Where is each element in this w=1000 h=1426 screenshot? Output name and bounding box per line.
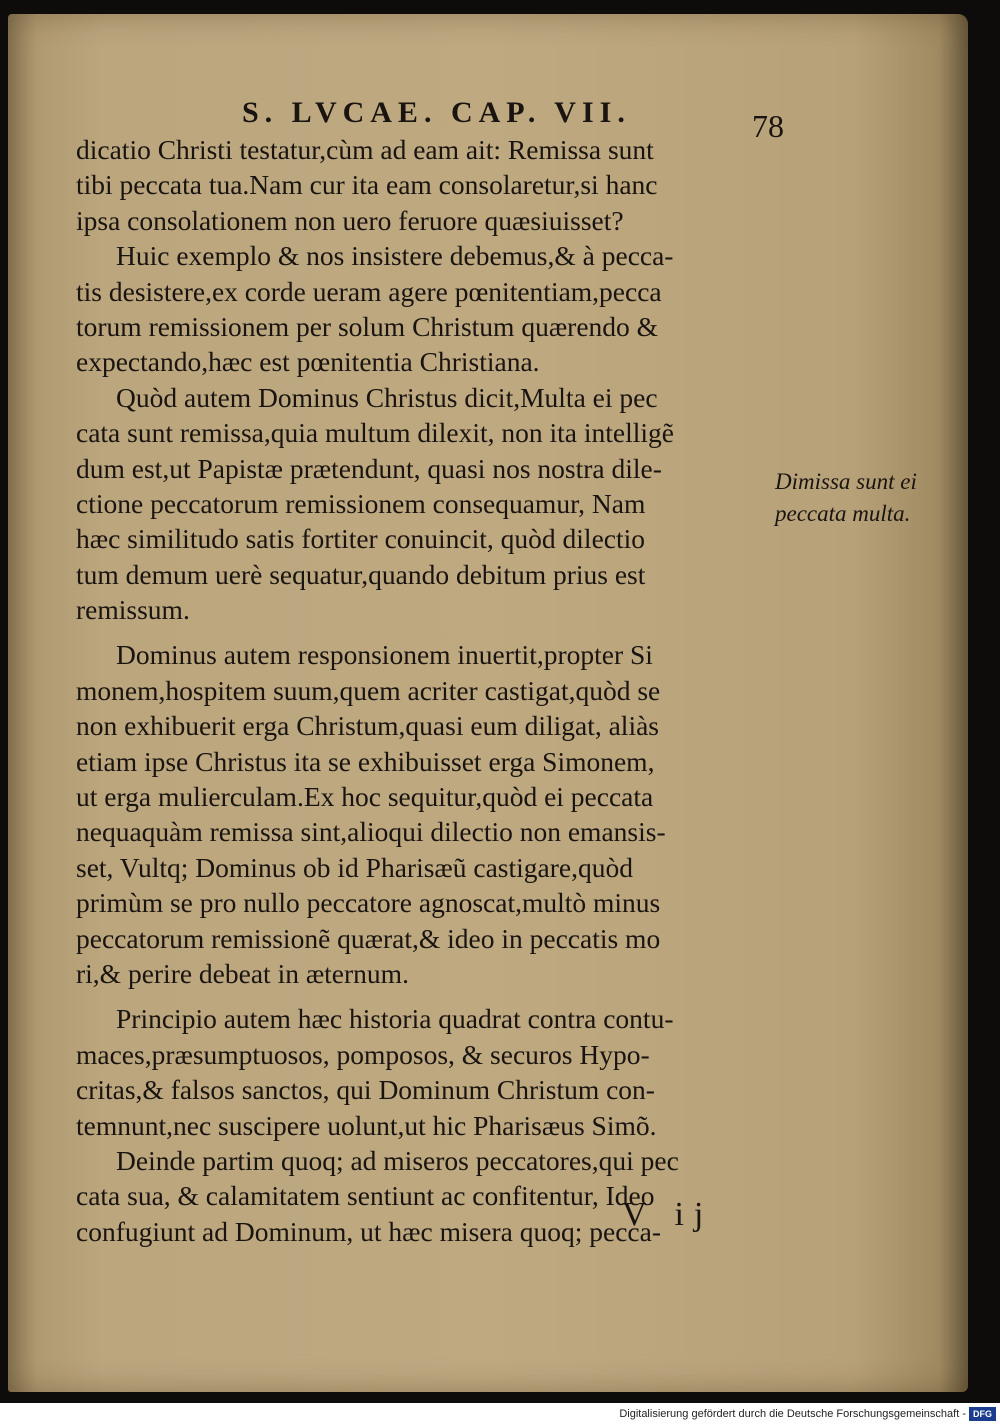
body-line: dum est,ut Papistæ prætendunt, quasi nos nostra dile- (76, 452, 662, 484)
body-text (76, 132, 776, 1249)
body-line: primùm se pro nullo peccatore agnoscat,multò minus (76, 887, 661, 919)
body-line: maces,præsumptuosos, pomposos, & securos Hypo- (76, 1038, 650, 1070)
body-line: cata sunt remissa,quia multum dilexit, non ita intelligẽ (76, 417, 675, 449)
dfg-logo[interactable]: DFG (969, 1407, 996, 1421)
body-line: tum demum uerè sequatur,quando debitum prius est (76, 558, 646, 590)
body-line: monem,hospitem suum,quem acriter castigat,quòd se (76, 674, 661, 706)
credit-text: Digitalisierung gefördert durch die Deutsche Forschungsgemeinschaft - (619, 1408, 966, 1420)
body-line: nequaquàm remissa sint,alioqui dilectio non emansis- (76, 816, 666, 848)
body-line: ipsa consolationem non uero feruore quæsiuisset? (76, 204, 624, 236)
marginal-note-line: peccata multa. (775, 501, 911, 526)
body-line: set, Vultq; Dominus ob id Pharisæũ castigare,quòd (76, 851, 633, 883)
marginal-note (775, 466, 917, 530)
body-line: tibi peccata tua.Nam cur ita eam consolaretur,si hanc (76, 169, 658, 201)
body-line: critas,& falsos sanctos, qui Dominum Christum con- (76, 1074, 655, 1106)
body-line: Huic exemplo & nos insistere debemus,& à pecca- (116, 240, 674, 272)
body-line: Quòd autem Dominus Christus dicit,Multa ei pec (116, 381, 658, 413)
body-line: ut erga mulierculam.Ex hoc sequitur,quòd ei peccata (76, 781, 654, 813)
body-line: hæc similitudo satis fortiter conuincit, quòd dilectio (76, 523, 646, 555)
body-line: etiam ipse Christus ita se exhibuisset erga Simonem, (76, 745, 655, 777)
folio-number: 78 (752, 108, 784, 144)
marginal-note-line: Dimissa sunt ei (775, 469, 917, 494)
body-line: Principio autem hæc historia quadrat contra contu- (116, 1003, 674, 1035)
body-line: cata sua, & calamitatem sentiunt ac confitentur, Ideo (76, 1180, 655, 1212)
body-line: Deinde partim quoq; ad miseros peccatores,qui pec (116, 1144, 679, 1176)
body-line: remissum. (76, 594, 190, 626)
body-line: expectando,hæc est pœnitentia Christiana. (76, 346, 540, 378)
body-line: Dominus autem responsionem inuertit,propter Si (116, 639, 653, 671)
body-line: ctione peccatorum remissionem consequamur, Nam (76, 487, 646, 519)
running-head: S. LVCAE. CAP. VII. (242, 96, 631, 129)
body-line: torum remissionem per solum Christum quærendo & (76, 310, 659, 342)
body-line: peccatorum remissionẽ quærat,& ideo in peccatis mo (76, 922, 661, 954)
body-line: tis desistere,ex corde ueram agere pœnitentiam,pecca (76, 275, 662, 307)
signature-mark: V ij (622, 1196, 714, 1233)
body-line: ri,& perire debeat in æternum. (76, 957, 409, 989)
body-line: confugiunt ad Dominum, ut hæc misera quoq; pecca- (76, 1215, 661, 1247)
body-line: temnunt,nec suscipere uolunt,ut hic Pharisæus Simõ. (76, 1109, 657, 1141)
body-line: dicatio Christi testatur,cùm ad eam ait: Remissa sunt (76, 134, 654, 165)
body-line: non exhibuerit erga Christum,quasi eum diligat, aliàs (76, 710, 659, 742)
credit-bar (0, 1403, 1000, 1426)
